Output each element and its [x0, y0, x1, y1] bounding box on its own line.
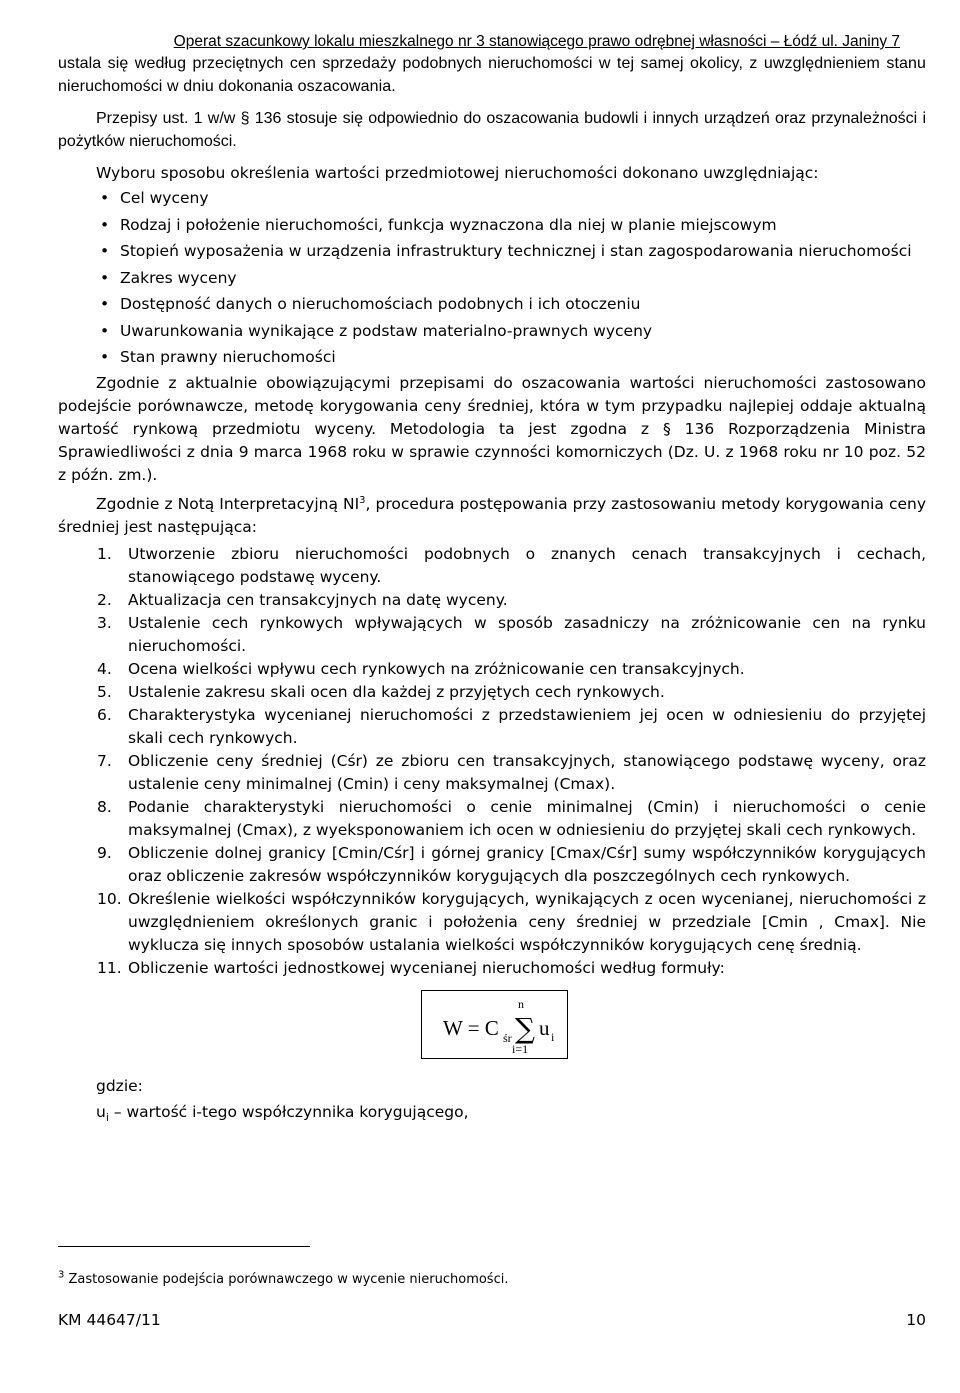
list-item: • Rodzaj i położenie nieruchomości, funkcja wyznaczona dla niej w planie miejscowym: [58, 212, 926, 239]
bullet-icon: •: [100, 215, 110, 234]
list-item: • Stan prawny nieruchomości: [58, 344, 926, 371]
list-item: 5. Ustalenie zakresu skali ocen dla każdej z przyjętych cech rynkowych.: [97, 682, 665, 701]
u-definition: $u_i$ – wartość i-tego współczynnika korygującego,: [96, 1102, 469, 1124]
page-footer: [58, 1309, 926, 1331]
list-item: • Stopień wyposażenia w urządzenia infrastruktury technicznej i stan zagospodarowania nieruchomości: [58, 238, 926, 265]
list-item: 6. Charakterystyka wycenianej nieruchomości z przedstawieniem jej ocen w odniesieniu do przyjętej skali cech rynkowych.: [97, 705, 926, 747]
list-item: 11. Obliczenie wartości jednostkowej wycenianej nieruchomości według formuły:: [97, 958, 725, 977]
formula-graphic: [422, 991, 567, 1058]
list-item: 8. Podanie charakterystyki nieruchomości o cenie minimalnej (Cmin) i nieruchomości o cenie maksymalnej (Cmax), z wyeksponowaniem ich ocen w odniesieniu do przyjętej skali cech rynkowych.: [97, 797, 926, 839]
footnote-number: 3: [58, 1269, 65, 1281]
procedure-steps: [58, 543, 926, 980]
paragraph-procedure-intro: Zgodnie z Notą Interpretacyjną $NI^3$, procedura postępowania przy zastosowaniu metody korygowania ceny średniej jest następująca:: [58, 494, 926, 536]
bullet-icon: •: [100, 189, 110, 207]
page-number: 10: [906, 1311, 926, 1329]
list-item: • Uwarunkowania wynikające z podstaw materialno-prawnych wyceny: [58, 318, 926, 345]
footnote-ref[interactable]: 3: [359, 494, 366, 506]
formula-c-subscript: śr: [503, 1030, 512, 1045]
formula-u-subscript: i: [551, 1029, 555, 1044]
document-page: [58, 32, 926, 1131]
footnote-divider: [58, 1246, 310, 1247]
paragraph-regulations: Przepisy ust. 1 w/w § 136 stosuje się odpowiednio do oszacowania budowli i innych urządzeń oraz przynależności i pożytków nieruchomości.: [58, 110, 926, 150]
list-item: 10. Określenie wielkości współczynników korygujących, wynikających z ocen wycenianej, nieruchomości z uwzględnieniem określonych granic i położenia ceny średniej w przedziale [Cmin , Cmax]. Nie wyklucza się innych sposobów ustalania wielkości współczynników korygujących cenę średnią.: [97, 889, 926, 954]
document-id: KM 44647/11: [58, 1311, 161, 1329]
where-label: gdzie:: [96, 1076, 143, 1095]
list-item: 2. Aktualizacja cen transakcyjnych na datę wyceny.: [97, 590, 508, 609]
valuation-formula: [421, 990, 568, 1059]
page-header: Operat szacunkowy lokalu mieszkalnego nr 3 stanowiącego prawo odrębnej własności – Łódź ul. Janiny 7: [173, 33, 900, 50]
bullet-icon: •: [100, 348, 110, 366]
list-item: • Zakres wyceny: [58, 265, 926, 292]
formula-sum-lower: i=1: [512, 1041, 529, 1056]
bullet-icon: •: [100, 268, 110, 287]
list-item: • Dostępność danych o nieruchomościach podobnych i ich otoczeniu: [58, 291, 926, 318]
bullet-icon: •: [100, 242, 110, 260]
list-item: 1. Utworzenie zbioru nieruchomości podobnych o znanych cenach transakcyjnych i cechach, stanowiącego podstawę wyceny.: [97, 544, 926, 586]
list-item: 3. Ustalenie cech rynkowych wpływających w sposób zasadniczy na zróżnicowanie cen na rynku nieruchomości.: [97, 613, 926, 655]
bullet-icon: •: [100, 295, 110, 313]
list-item: 4. Ocena wielkości wpływu cech rynkowych na zróżnicowanie cen transakcyjnych.: [97, 659, 745, 678]
formula-sum-upper: n: [518, 996, 524, 1011]
criteria-list: [58, 185, 926, 371]
sum-icon: ∑: [515, 1011, 535, 1045]
list-item: • Cel wyceny: [58, 185, 926, 212]
list-item: 7. Obliczenie ceny średniej (Cśr) ze zbioru cen transakcyjnych, stanowiącego podstawę wyceny, oraz ustalenie ceny minimalnej (Cmin) i ceny maksymalnej (Cmax).: [97, 751, 926, 793]
paragraph-approach: Zgodnie z aktualnie obowiązującymi przepisami do oszacowania wartości nieruchomości zastosowano podejście porównawcze, metodę korygowania ceny średniej, która w tym przypadku najlepiej oddaje aktualną wartość rynkową przedmiotu wyceny. Metodologia ta jest zgodna z § 136 Rozporządzenia Ministra Sprawiedliwości z dnia 9 marca 1968 roku w sprawie czynności komorniczych (Dz. U. z 1968 roku nr 10 poz. 52 z późn. zm.).: [58, 373, 926, 484]
paragraph-valuation-basis: ustala się według przeciętnych cen sprzedaży podobnych nieruchomości w tej samej okolicy, z uwzględnieniem stanu nieruchomości w dniu dokonania oszacowania.: [58, 55, 926, 95]
footnote: $^3$ Zastosowanie podejścia porównawczego w wycenie nieruchomości.: [58, 1269, 509, 1287]
bullet-icon: •: [100, 321, 110, 340]
formula-u: u: [539, 1015, 550, 1040]
paragraph-method-choice: Wyboru sposobu określenia wartości przedmiotowej nieruchomości dokonano uwzględniając:: [96, 164, 819, 182]
list-item: 9. Obliczenie dolnej granicy [Cmin/Cśr] i górnej granicy [Cmax/Cśr] sumy współczynników korygujących oraz obliczenie zakresów współczynników korygujących dla poszczególnych cech rynkowych.: [97, 843, 926, 885]
formula-lhs: W = C: [443, 1015, 499, 1040]
